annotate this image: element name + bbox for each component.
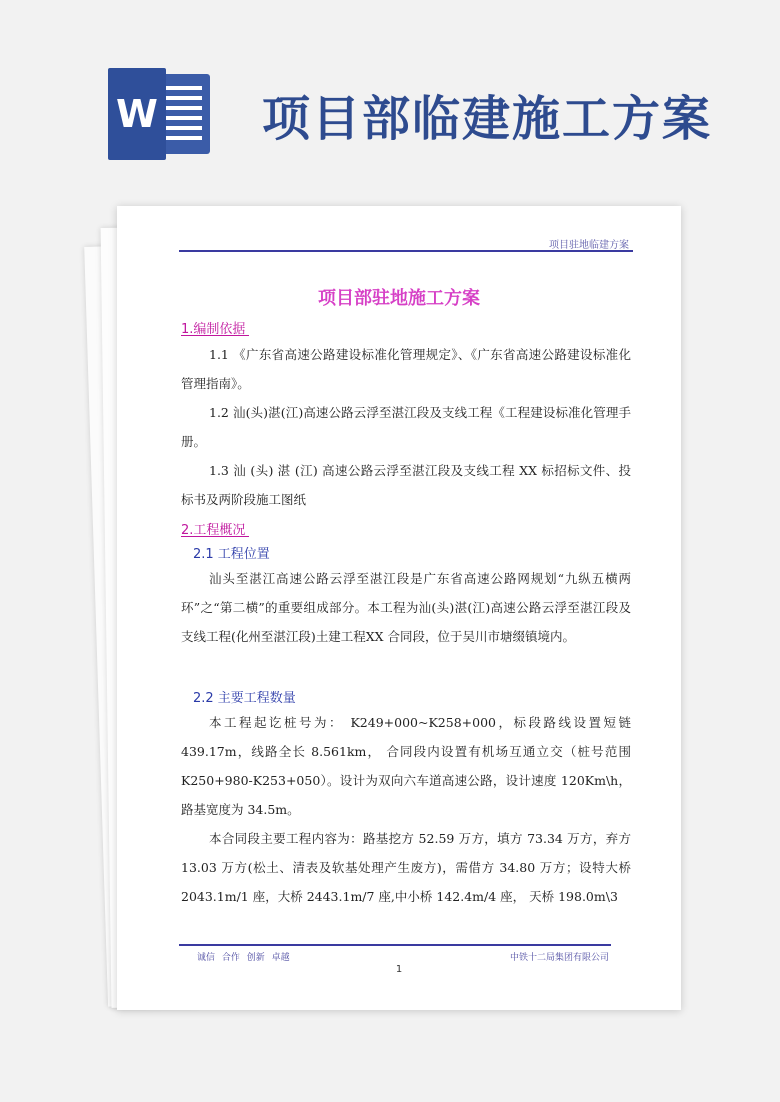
heading-underline <box>181 335 249 336</box>
word-logo-letter: W <box>108 68 166 160</box>
paragraph-1-3: 1.3 汕 (头) 湛 (江) 高速公路云浮至湛江段及支线工程 XX 标招标文件、投标书及两阶段施工图纸 <box>181 463 631 507</box>
word-logo-icon <box>108 68 210 160</box>
paragraph-2-1: 汕头至湛江高速公路云浮至湛江段是广东省高速公路网规划“九纵五横两环”之“第二横”的重要组成部分。本工程为汕(头)湛(江)高速公路云浮至湛江段及支线工程(化州至湛江段)土建工程XX 合同段，位于吴川市塘缀镇境内。 <box>181 571 631 644</box>
subsection-heading-2-1: 2.1 工程位置 <box>193 547 270 562</box>
subsection-heading-2-2: 2.2 主要工程数量 <box>193 691 296 706</box>
paragraph-2-2a: 本工程起讫桩号为： K249+000~K258+000，标段路线设置短链 439.17m，线路全长 8.561km， 合同段内设置有机场互通立交（桩号范围K250+980-K253+050）。设计为双向六车道高速公路，设计速度 120Km\h，路基宽度为 34.5m。 <box>181 715 631 817</box>
section-heading-2 <box>181 519 245 538</box>
document-page <box>117 206 681 1010</box>
document-title: 项目部驻地施工方案 <box>318 288 480 309</box>
footer-company: 中铁十二局集团有限公司 <box>509 953 609 963</box>
heading-underline <box>181 536 249 537</box>
paragraph-1-1: 1.1 《广东省高速公路建设标准化管理规定》、《广东省高速公路建设标准化管理指南》。 <box>181 347 631 391</box>
section-heading-2-text: 2.工程概况 <box>181 523 246 538</box>
page-number: 1 <box>395 964 403 975</box>
header-rule <box>179 250 633 252</box>
paragraph-1-2: 1.2 汕(头)湛(江)高速公路云浮至湛江段及支线工程《工程建设标准化管理手册。 <box>181 405 631 449</box>
paragraph-2-2b: 本合同段主要工程内容为：路基挖方 52.59 万方，填方 73.34 万方，弃方 13.03 万方(松土、清表及软基处理产生废方)，需借方 34.80 万方；设特大桥 2043.1m/1 座，大桥 2443.1m/7 座,中小桥 142.4m/4 座， 天桥 198.0m\3 <box>181 831 631 904</box>
top-banner <box>0 0 780 190</box>
banner-title: 项目部临建施工方案 <box>262 91 713 147</box>
footer-rule <box>179 944 611 946</box>
section-heading-1-text: 1.编制依据 <box>181 322 246 337</box>
footer-motto: 诚信 合作 创新 卓越 <box>197 953 290 963</box>
section-heading-1 <box>181 318 245 337</box>
page-header-text: 项目驻地临建方案 <box>549 240 629 251</box>
